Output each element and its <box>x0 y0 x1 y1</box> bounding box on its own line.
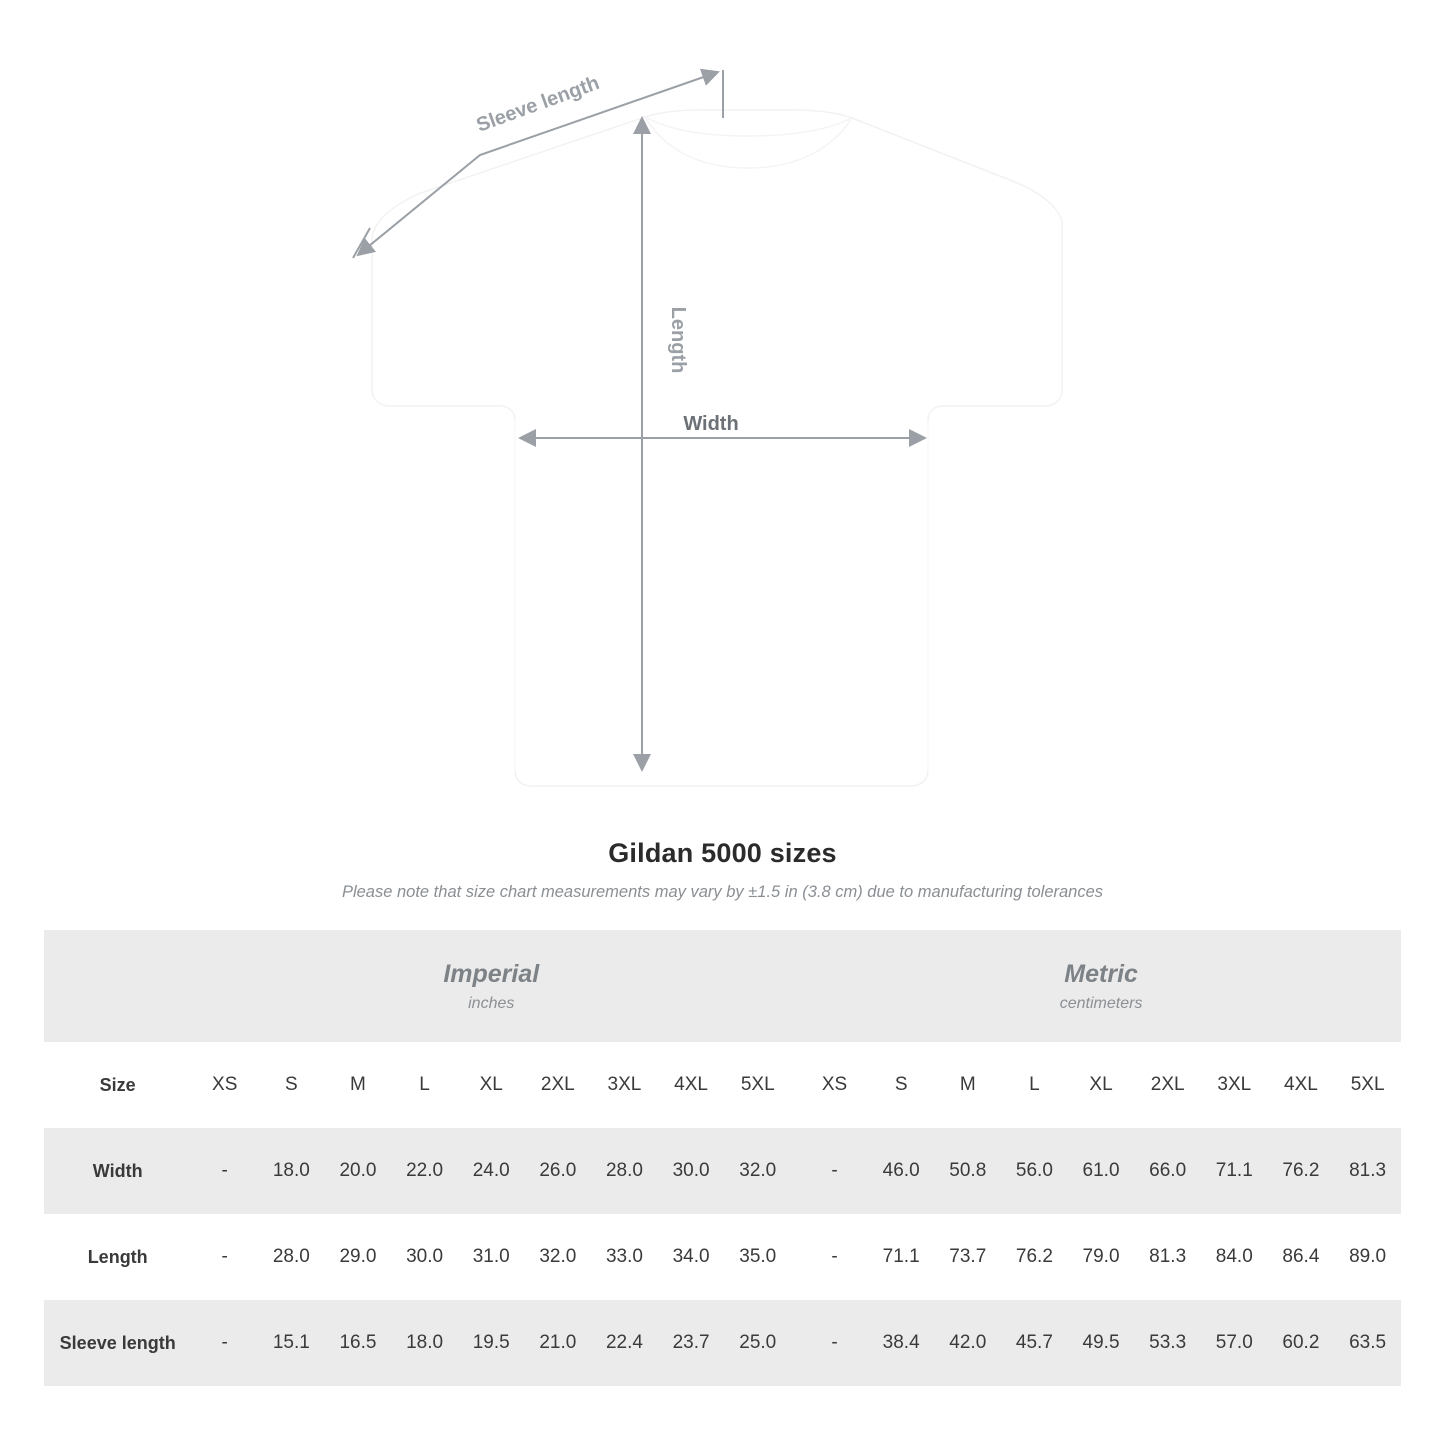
cell-length-imperial-l: 30.0 <box>391 1214 458 1300</box>
cell-width-imperial-xl: 24.0 <box>458 1128 525 1214</box>
cell-sleeve-imperial-4xl: 23.7 <box>658 1300 725 1386</box>
cell-sleeve-metric-3xl: 57.0 <box>1201 1300 1268 1386</box>
cell-sleeve-imperial-3xl: 22.4 <box>591 1300 658 1386</box>
size-header-imperial-s: S <box>258 1042 325 1128</box>
cell-length-imperial-2xl: 32.0 <box>525 1214 592 1300</box>
size-header-imperial-m: M <box>325 1042 392 1128</box>
size-header-separator <box>791 1042 801 1128</box>
table-row <box>44 1300 1401 1386</box>
cell-width-metric-xl: 61.0 <box>1068 1128 1135 1214</box>
unit-header-metric <box>801 930 1401 1042</box>
unit-header-imperial <box>191 930 791 1042</box>
cell-sleeve-metric-4xl: 60.2 <box>1268 1300 1335 1386</box>
cell-width-metric-3xl: 71.1 <box>1201 1128 1268 1214</box>
cell-length-imperial-xs: - <box>191 1214 258 1300</box>
title-block <box>0 838 1445 902</box>
unit-header-row <box>44 930 1401 1042</box>
cell-width-imperial-m: 20.0 <box>325 1128 392 1214</box>
size-header-imperial-xl: XL <box>458 1042 525 1128</box>
cell-width-metric-m: 50.8 <box>934 1128 1001 1214</box>
cell-width-imperial-xs: - <box>191 1128 258 1214</box>
row-label-sleeve-length: Sleeve length <box>44 1300 191 1386</box>
size-header-metric-l: L <box>1001 1042 1068 1128</box>
cell-width-imperial-l: 22.0 <box>391 1128 458 1214</box>
cell-sleeve-metric-s: 38.4 <box>868 1300 935 1386</box>
cell-length-metric-xl: 79.0 <box>1068 1214 1135 1300</box>
size-header-metric-s: S <box>868 1042 935 1128</box>
cell-width-metric-5xl: 81.3 <box>1334 1128 1401 1214</box>
cell-sleeve-imperial-xl: 19.5 <box>458 1300 525 1386</box>
sleeve-length-label: Sleeve length <box>473 71 603 137</box>
row-separator-sleeve <box>791 1300 801 1386</box>
cell-length-imperial-xl: 31.0 <box>458 1214 525 1300</box>
unit-sub-imperial: inches <box>468 994 515 1012</box>
size-header-imperial-2xl: 2XL <box>525 1042 592 1128</box>
cell-sleeve-imperial-xs: - <box>191 1300 258 1386</box>
row-separator-width <box>791 1128 801 1214</box>
unit-sub-metric: centimeters <box>1059 994 1143 1012</box>
tshirt-shape <box>372 110 1062 786</box>
cell-width-imperial-4xl: 30.0 <box>658 1128 725 1214</box>
size-header-imperial-5xl: 5XL <box>724 1042 791 1128</box>
size-header-imperial-4xl: 4XL <box>658 1042 725 1128</box>
table-row <box>44 1214 1401 1300</box>
cell-length-imperial-3xl: 33.0 <box>591 1214 658 1300</box>
size-header-label: Size <box>44 1042 191 1128</box>
cell-length-imperial-m: 29.0 <box>325 1214 392 1300</box>
unit-name-imperial: Imperial <box>443 960 540 989</box>
size-header-imperial-xs: XS <box>191 1042 258 1128</box>
cell-length-metric-l: 76.2 <box>1001 1214 1068 1300</box>
cell-sleeve-imperial-5xl: 25.0 <box>724 1300 791 1386</box>
cell-length-metric-4xl: 86.4 <box>1268 1214 1335 1300</box>
size-header-metric-xs: XS <box>801 1042 868 1128</box>
cell-length-imperial-5xl: 35.0 <box>724 1214 791 1300</box>
width-label: Width <box>683 413 739 435</box>
cell-length-metric-s: 71.1 <box>868 1214 935 1300</box>
cell-length-imperial-4xl: 34.0 <box>658 1214 725 1300</box>
cell-width-imperial-2xl: 26.0 <box>525 1128 592 1214</box>
cell-sleeve-imperial-s: 15.1 <box>258 1300 325 1386</box>
size-header-metric-4xl: 4XL <box>1268 1042 1335 1128</box>
length-label: Length <box>667 306 689 374</box>
cell-width-imperial-s: 18.0 <box>258 1128 325 1214</box>
cell-sleeve-metric-xs: - <box>801 1300 868 1386</box>
cell-sleeve-imperial-l: 18.0 <box>391 1300 458 1386</box>
cell-width-metric-s: 46.0 <box>868 1128 935 1214</box>
cell-length-metric-xs: - <box>801 1214 868 1300</box>
cell-sleeve-metric-2xl: 53.3 <box>1134 1300 1201 1386</box>
size-header-row <box>44 1042 1401 1128</box>
cell-sleeve-metric-l: 45.7 <box>1001 1300 1068 1386</box>
cell-length-metric-5xl: 89.0 <box>1334 1214 1401 1300</box>
cell-sleeve-imperial-2xl: 21.0 <box>525 1300 592 1386</box>
cell-sleeve-metric-m: 42.0 <box>934 1300 1001 1386</box>
cell-width-imperial-3xl: 28.0 <box>591 1128 658 1214</box>
unit-header-spacer <box>44 930 191 1042</box>
cell-width-imperial-5xl: 32.0 <box>724 1128 791 1214</box>
cell-sleeve-metric-5xl: 63.5 <box>1334 1300 1401 1386</box>
cell-length-metric-3xl: 84.0 <box>1201 1214 1268 1300</box>
cell-length-metric-2xl: 81.3 <box>1134 1214 1201 1300</box>
page-title: Gildan 5000 sizes <box>608 838 837 868</box>
row-label-length: Length <box>44 1214 191 1300</box>
cell-width-metric-2xl: 66.0 <box>1134 1128 1201 1214</box>
size-table-wrapper <box>44 930 1401 1386</box>
row-separator-length <box>791 1214 801 1300</box>
size-header-imperial-3xl: 3XL <box>591 1042 658 1128</box>
cell-width-metric-l: 56.0 <box>1001 1128 1068 1214</box>
size-header-metric-5xl: 5XL <box>1334 1042 1401 1128</box>
cell-sleeve-imperial-m: 16.5 <box>325 1300 392 1386</box>
tolerance-note: Please note that size chart measurements may vary by ±1.5 in (3.8 cm) due to manufacturing tolerances <box>341 883 1104 901</box>
size-header-metric-2xl: 2XL <box>1134 1042 1201 1128</box>
size-header-imperial-l: L <box>391 1042 458 1128</box>
size-header-metric-m: M <box>934 1042 1001 1128</box>
size-header-metric-xl: XL <box>1068 1042 1135 1128</box>
size-table <box>44 930 1401 1386</box>
size-header-metric-3xl: 3XL <box>1201 1042 1268 1128</box>
row-label-width: Width <box>44 1128 191 1214</box>
cell-length-metric-m: 73.7 <box>934 1214 1001 1300</box>
table-row <box>44 1128 1401 1214</box>
cell-width-metric-4xl: 76.2 <box>1268 1128 1335 1214</box>
cell-length-imperial-s: 28.0 <box>258 1214 325 1300</box>
unit-header-separator <box>791 930 801 1042</box>
unit-name-metric: Metric <box>1064 960 1138 989</box>
cell-sleeve-metric-xl: 49.5 <box>1068 1300 1135 1386</box>
cell-width-metric-xs: - <box>801 1128 868 1214</box>
